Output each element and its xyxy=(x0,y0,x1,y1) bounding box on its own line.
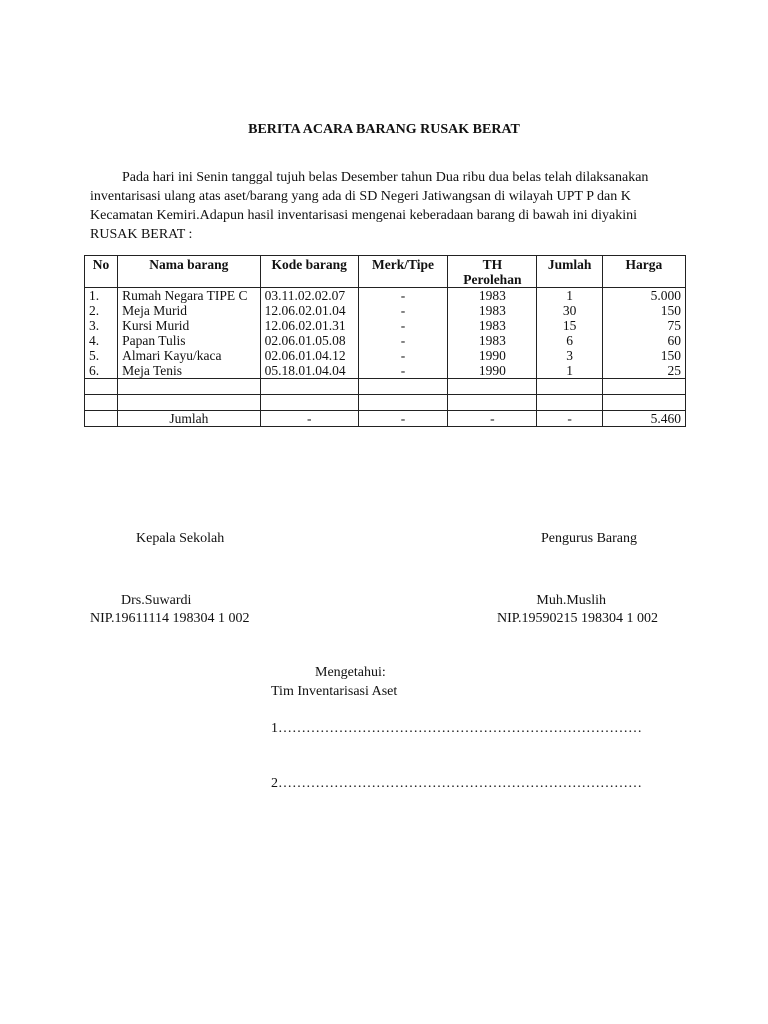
empty-cell xyxy=(537,395,602,411)
total-cell-no xyxy=(85,411,118,427)
cell-harga: 25 xyxy=(602,363,685,379)
table-row xyxy=(85,333,686,348)
cell-no: 3. xyxy=(85,318,118,333)
cell-nama: Meja Tenis xyxy=(118,363,260,379)
right-signer-role: Pengurus Barang xyxy=(540,531,637,546)
header-no: No xyxy=(85,256,118,288)
cell-jumlah: 3 xyxy=(537,348,602,363)
empty-cell xyxy=(85,395,118,411)
empty-cell xyxy=(602,379,685,395)
table-row-empty xyxy=(85,395,686,411)
cell-no: 5. xyxy=(85,348,118,363)
empty-cell xyxy=(260,395,358,411)
cell-jumlah: 15 xyxy=(537,318,602,333)
table-row xyxy=(85,348,686,363)
damaged-goods-table xyxy=(84,255,686,427)
cell-nama: Meja Murid xyxy=(118,303,260,318)
empty-cell xyxy=(448,379,537,395)
cell-th: 1983 xyxy=(448,318,537,333)
table-total-row xyxy=(85,411,686,427)
empty-cell xyxy=(85,379,118,395)
empty-cell xyxy=(537,379,602,395)
cell-jumlah: 6 xyxy=(537,333,602,348)
cell-kode: 02.06.01.04.12 xyxy=(260,348,358,363)
signature-line-1: 1…………………………………………………………………… xyxy=(271,721,642,736)
cell-kode: 02.06.01.05.08 xyxy=(260,333,358,348)
cell-kode: 12.06.02.01.04 xyxy=(260,303,358,318)
empty-cell xyxy=(358,379,447,395)
intro-paragraph xyxy=(90,168,690,244)
cell-th: 1990 xyxy=(448,348,537,363)
empty-cell xyxy=(118,379,260,395)
right-signer-nip: NIP.19590215 198304 1 002 xyxy=(496,611,658,626)
cell-merk: - xyxy=(358,333,447,348)
cell-jumlah: 1 xyxy=(537,288,602,304)
cell-no: 4. xyxy=(85,333,118,348)
header-harga: Harga xyxy=(602,256,685,288)
document-title: BERITA ACARA BARANG RUSAK BERAT xyxy=(248,122,520,137)
cell-merk: - xyxy=(358,318,447,333)
table-row xyxy=(85,363,686,379)
header-merk-tipe: Merk/Tipe xyxy=(358,256,447,288)
empty-cell xyxy=(260,379,358,395)
header-nama-barang: Nama barang xyxy=(118,256,260,288)
empty-cell xyxy=(118,395,260,411)
signature-line-2: 2…………………………………………………………………… xyxy=(271,776,642,791)
cell-merk: - xyxy=(358,363,447,379)
cell-jumlah: 30 xyxy=(537,303,602,318)
cell-merk: - xyxy=(358,303,447,318)
cell-harga: 150 xyxy=(602,303,685,318)
total-merk: - xyxy=(358,411,447,427)
cell-nama: Kursi Murid xyxy=(118,318,260,333)
cell-no: 1. xyxy=(85,288,118,304)
cell-th: 1990 xyxy=(448,363,537,379)
header-th-line2: Perolehan xyxy=(463,272,522,287)
cell-harga: 150 xyxy=(602,348,685,363)
cell-harga: 75 xyxy=(602,318,685,333)
total-jumlah: - xyxy=(537,411,602,427)
paragraph-line: inventarisasi ulang atas aset/barang yang ada di SD Negeri Jatiwangsan di wilayah UPT P dan K xyxy=(90,189,631,204)
empty-cell xyxy=(602,395,685,411)
table-row xyxy=(85,318,686,333)
cell-merk: - xyxy=(358,348,447,363)
cell-kode: 12.06.02.01.31 xyxy=(260,318,358,333)
empty-cell xyxy=(448,395,537,411)
paragraph-line: RUSAK BERAT : xyxy=(90,227,193,242)
table-row xyxy=(85,303,686,318)
table-row-empty xyxy=(85,379,686,395)
cell-merk: - xyxy=(358,288,447,304)
cell-no: 6. xyxy=(85,363,118,379)
total-harga: 5.460 xyxy=(602,411,685,427)
cell-no: 2. xyxy=(85,303,118,318)
total-th: - xyxy=(448,411,537,427)
cell-th: 1983 xyxy=(448,333,537,348)
header-th-line1: TH xyxy=(482,257,503,272)
table-row xyxy=(85,288,686,304)
table-header-row xyxy=(85,256,686,288)
right-signer-name: Muh.Muslih xyxy=(536,593,606,608)
paragraph-line: Kecamatan Kemiri.Adapun hasil inventarisasi mengenai keberadaan barang di bawah ini diyakini xyxy=(90,208,637,223)
cell-kode: 05.18.01.04.04 xyxy=(260,363,358,379)
cell-nama: Papan Tulis xyxy=(118,333,260,348)
header-kode-barang: Kode barang xyxy=(260,256,358,288)
total-label: Jumlah xyxy=(118,411,260,427)
cell-kode: 03.11.02.02.07 xyxy=(260,288,358,304)
total-kode: - xyxy=(260,411,358,427)
left-signer-nip: NIP.19611114 198304 1 002 xyxy=(90,611,250,626)
header-jumlah: Jumlah xyxy=(537,256,602,288)
cell-th: 1983 xyxy=(448,303,537,318)
cell-nama: Almari Kayu/kaca xyxy=(118,348,260,363)
cell-jumlah: 1 xyxy=(537,363,602,379)
left-signer-role: Kepala Sekolah xyxy=(136,531,225,546)
team-label: Tim Inventarisasi Aset xyxy=(271,684,398,699)
empty-cell xyxy=(358,395,447,411)
header-th-perolehan xyxy=(448,256,537,288)
cell-nama: Rumah Negara TIPE C xyxy=(118,288,260,304)
cell-harga: 60 xyxy=(602,333,685,348)
left-signer-name: Drs.Suwardi xyxy=(121,593,192,608)
paragraph-line: Pada hari ini Senin tanggal tujuh belas Desember tahun Dua ribu dua belas telah dilaksanakan xyxy=(122,170,649,185)
acknowledge-label: Mengetahui: xyxy=(315,665,386,680)
cell-th: 1983 xyxy=(448,288,537,304)
cell-harga: 5.000 xyxy=(602,288,685,304)
